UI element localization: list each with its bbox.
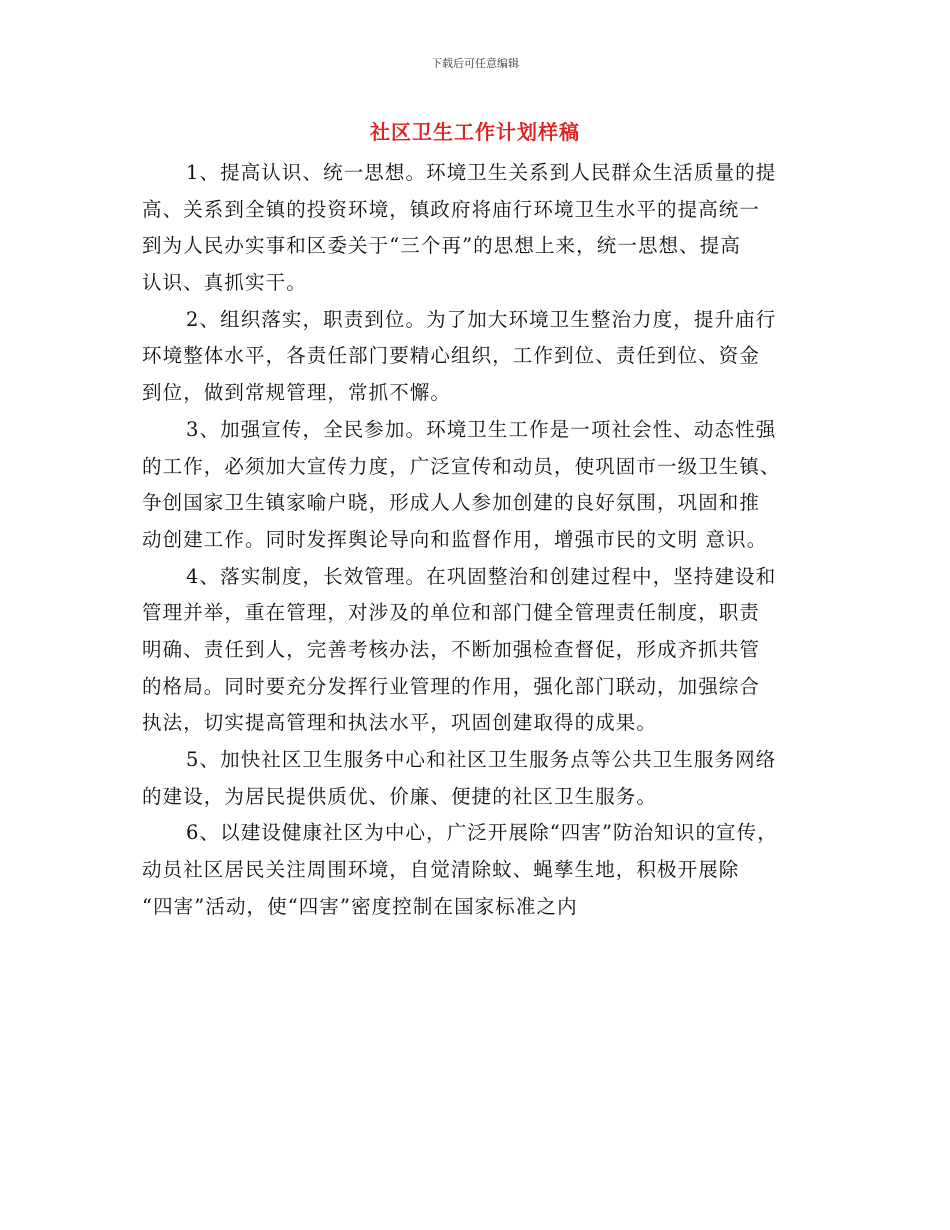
paragraph-line: 管理并举，重在管理，对涉及的单位和部门健全管理责任制度，职责 bbox=[142, 601, 761, 625]
paragraph-line: 动员社区居民关注周围环境，自觉清除蚊、蝇孳生地，积极开展除 bbox=[142, 858, 740, 882]
paragraph-line: 到位，做到常规管理，常抓不懈。 bbox=[142, 381, 452, 405]
paragraph-first-line: 2、组织落实，职责到位。为了加大环境卫生整治力度，提升庙行 bbox=[186, 307, 777, 331]
paragraph-first-line: 6、以建设健康社区为中心，广泛开展除“四害”防治知识的宣传， bbox=[186, 821, 778, 845]
paragraph-line: 动创建工作。同时发挥舆论导向和监督作用，增强市民的文明 意识。 bbox=[142, 527, 768, 551]
paragraph-first-line: 5、加快社区卫生服务中心和社区卫生服务点等公共卫生服务网络 bbox=[186, 748, 777, 771]
paragraph-line: 认识、真抓实干。 bbox=[142, 271, 307, 295]
paragraph-line: 的格局。同时要充分发挥行业管理的作用，强化部门联动，加强综合 bbox=[142, 674, 761, 698]
document-body bbox=[142, 158, 812, 928]
paragraph-line: 争创国家卫生镇家喻户晓，形成人人参加创建的良好氛围，巩固和推 bbox=[142, 491, 761, 515]
document-title: 社区卫生工作计划样稿 bbox=[370, 120, 580, 144]
paragraph-first-line: 4、落实制度，长效管理。在巩固整治和创建过程中，坚持建设和 bbox=[186, 564, 777, 588]
paragraph-line: 明确、责任到人，完善考核办法，不断加强检查督促，形成齐抓共管 bbox=[142, 637, 761, 661]
paragraph-first-line: 1、提高认识、统一思想。环境卫生关系到人民群众生活质量的提 bbox=[186, 161, 777, 184]
paragraph-line: 到为人民办实事和区委关于“三个再”的思想上来，统一思想、提高 bbox=[142, 234, 741, 258]
paragraph-first-line: 3、加强宣传，全民参加。环境卫生工作是一项社会性、动态性强 bbox=[186, 417, 777, 441]
paragraph-line: 高、关系到全镇的投资环境，镇政府将庙行环境卫生水平的提高统一 bbox=[142, 197, 761, 221]
header-note: 下载后可任意编辑 bbox=[431, 57, 519, 70]
paragraph-line: 的工作，必须加大宣传力度，广泛宣传和动员，使巩固市一级卫生镇、 bbox=[142, 454, 781, 478]
paragraph-line: 执法，切实提高管理和执法水平，巩固创建取得的成果。 bbox=[142, 711, 658, 735]
paragraph-line: “四害”活动，使“四害”密度控制在国家标准之内 bbox=[142, 894, 578, 918]
paragraph-line: 环境整体水平，各责任部门要精心组织，工作到位、责任到位、资金 bbox=[142, 344, 761, 368]
paragraph-line: 的建设，为居民提供质优、价廉、便捷的社区卫生服务。 bbox=[142, 784, 658, 808]
